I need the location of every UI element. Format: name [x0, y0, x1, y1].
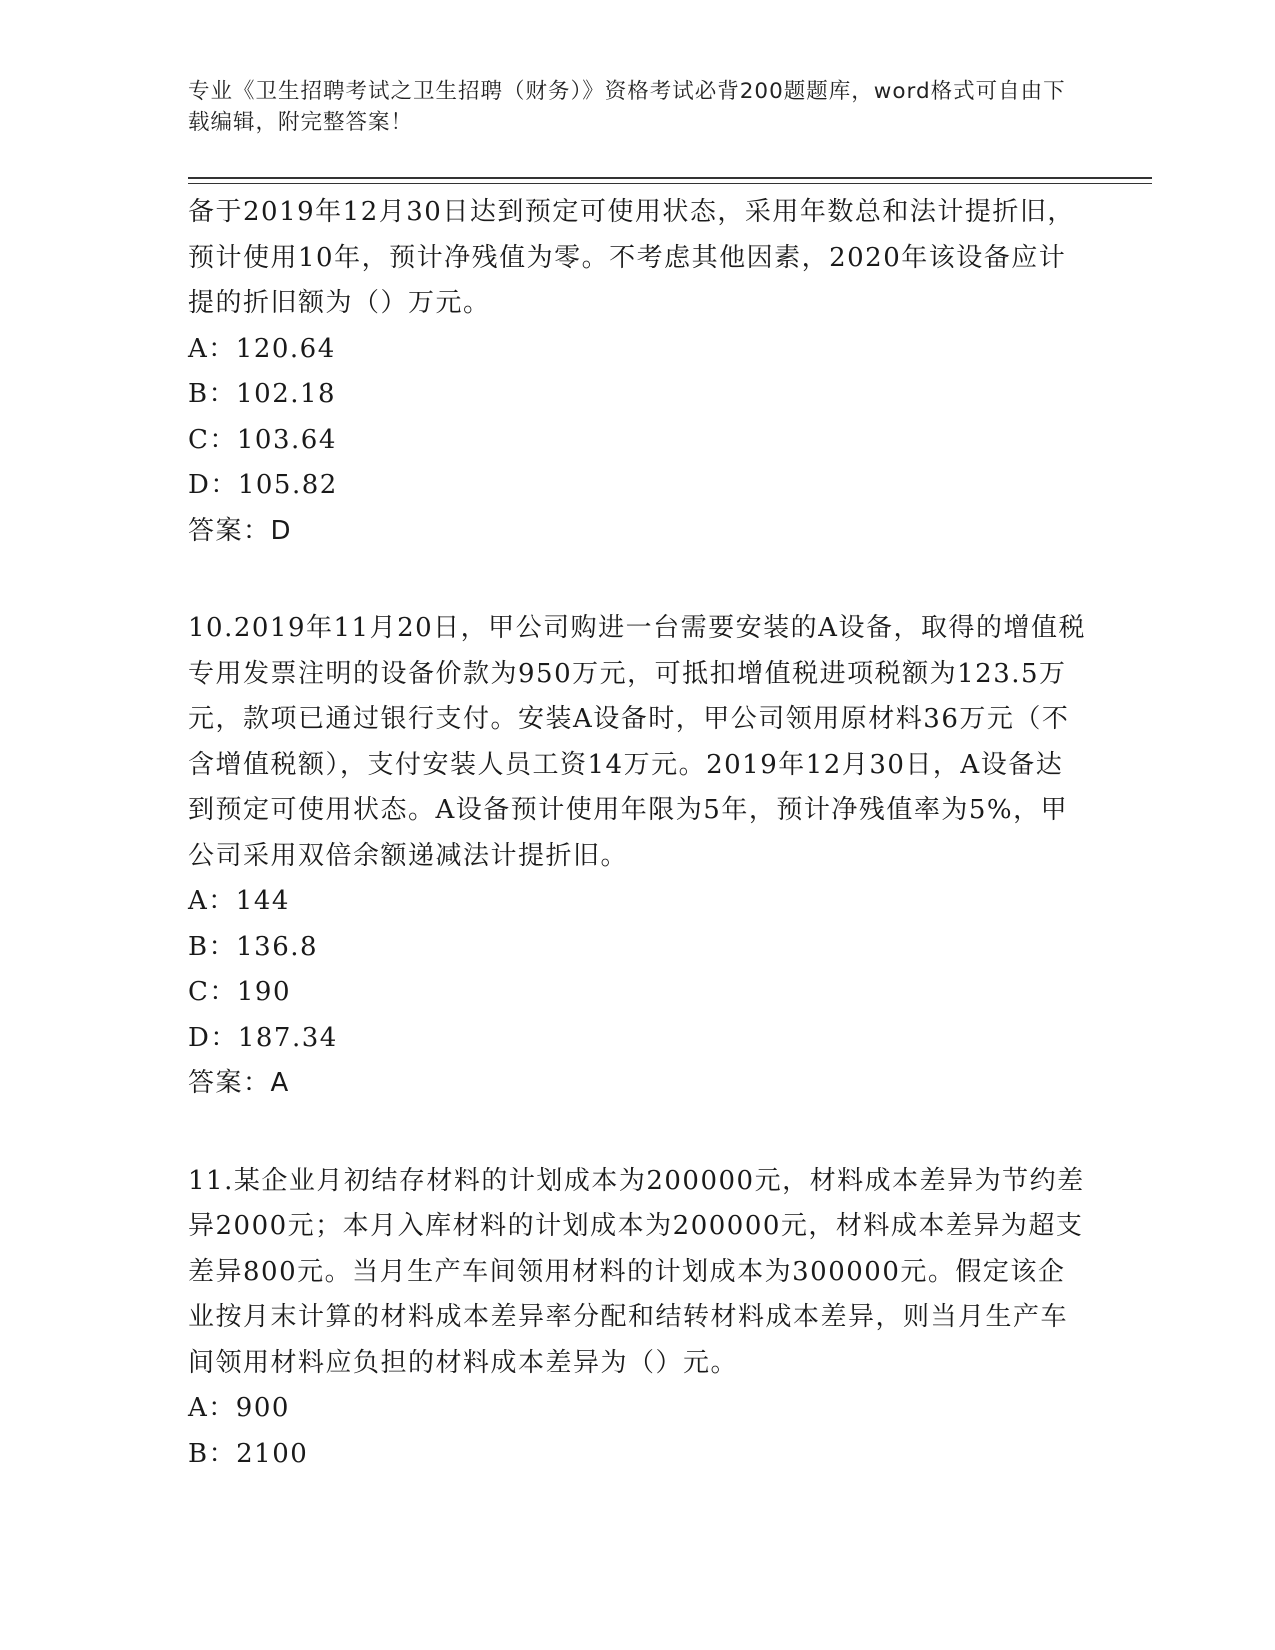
- spacer: [188, 1107, 1088, 1159]
- option-a: A：900: [188, 1393, 290, 1423]
- header-rule-thick: [188, 177, 1152, 179]
- option-a: A：144: [188, 886, 290, 916]
- answer-label: 答案：A: [188, 1068, 290, 1098]
- option-a: A：120.64: [188, 333, 336, 364]
- question-block: [188, 606, 1088, 1107]
- option-d: D：105.82: [188, 470, 338, 500]
- option-c: C：103.64: [188, 424, 337, 455]
- answer-label: 答案：D: [188, 515, 293, 546]
- question-stem: 备于2019年12月30日达到预定可使用状态，采用年数总和法计提折旧，预计使用10年，预计净残值为零。不考虑其他因素，2020年该设备应计提的折旧额为（）万元。: [188, 197, 1075, 318]
- document-header: [188, 76, 1068, 138]
- header-rule-thin: [188, 183, 1152, 184]
- option-b: B：136.8: [188, 931, 319, 962]
- option-b: B：2100: [188, 1438, 309, 1469]
- spacer: [188, 554, 1088, 606]
- header-title: 专业《卫生招聘考试之卫生招聘（财务）》资格考试必背200题题库，word格式可自由下载编辑，附完整答案！: [188, 79, 1066, 135]
- option-b: B：102.18: [188, 379, 337, 409]
- question-block: [188, 1159, 1088, 1478]
- option-d: D：187.34: [188, 1022, 338, 1053]
- option-c: C：190: [188, 977, 292, 1007]
- question-stem: 10.2019年11月20日，甲公司购进一台需要安装的A设备，取得的增值税专用发票注明的设备价款为950万元，可抵扣增值税进项税额为123.5万元，款项已通过银行支付。安装A设备时，甲公司领用原材料36万元（不含增值税额），支付安装人员工资14万元。2019年12月30日，A设备达到预定可使用状态。A设备预计使用年限为5年，预计净残值率为5%，甲公司采用双倍余额递减法计提折旧。: [188, 613, 1086, 871]
- document-body: [188, 190, 1088, 1477]
- question-block: [188, 190, 1088, 554]
- question-stem: 11.某企业月初结存材料的计划成本为200000元，材料成本差异为节约差异2000元；本月入库材料的计划成本为200000元，材料成本差异为超支差异800元。当月生产车间领用材料的计划成本为300000元。假定该企业按月末计算的材料成本差异率分配和结转材料成本差异，则当月生产车间领用材料应负担的材料成本差异为（）元。: [188, 1165, 1085, 1378]
